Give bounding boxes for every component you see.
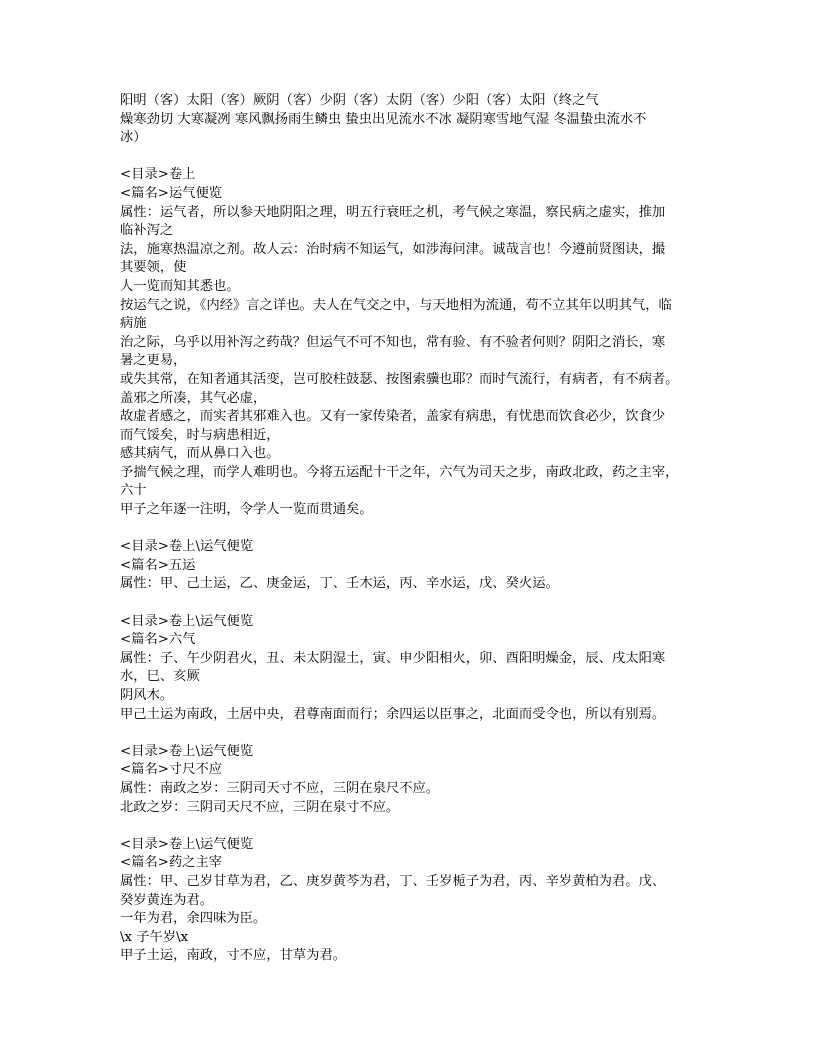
text-line: <目录>卷上\运气便览 bbox=[120, 613, 254, 629]
text-line: <目录>卷上 bbox=[120, 167, 196, 183]
blank-line bbox=[120, 817, 704, 836]
text-line: 病施 bbox=[120, 316, 147, 332]
text-line: 一年为君，余四味为臣。 bbox=[120, 911, 267, 927]
text-line: 属性：子、午少阴君火，丑、未太阴湿土，寅、申少阳相火，卯、酉阳明燥金，辰、戌太阳寒 bbox=[120, 650, 666, 666]
text-line: <篇名>寸尺不应 bbox=[120, 762, 223, 778]
blank-line bbox=[120, 724, 704, 743]
blank-line bbox=[120, 594, 704, 613]
text-line: 按运气之说，《内经》言之详也。夫人在气交之中，与天地相为流通，苟不立其年以明其气，临 bbox=[120, 297, 672, 313]
text-line: <目录>卷上\运气便览 bbox=[120, 743, 254, 759]
text-line: 感其病气，而从鼻口入也。 bbox=[120, 446, 280, 462]
text-line: <篇名>运气便览 bbox=[120, 185, 223, 201]
text-line: 人一览而知其悉也。 bbox=[120, 278, 240, 294]
text-line: 水，巳、亥厥 bbox=[120, 669, 200, 685]
text-line: 暑之更易， bbox=[120, 353, 187, 369]
text-line: 盖邪之所凑，其气必虚， bbox=[120, 390, 267, 406]
text-line: <篇名>六气 bbox=[120, 632, 196, 648]
text-line: <目录>卷上\运气便览 bbox=[120, 836, 254, 852]
text-line: <篇名>五运 bbox=[120, 557, 196, 573]
text-line: 甲己土运为南政，土居中央，君尊南面而行；余四运以臣事之，北面而受令也，所以有别焉。 bbox=[120, 706, 666, 722]
text-line: 临补泻之 bbox=[120, 223, 174, 239]
text-line: 甲子土运，南政，寸不应，甘草为君。 bbox=[120, 948, 347, 964]
text-line: <篇名>药之主宰 bbox=[120, 855, 223, 871]
text-line: 故虚者感之，而实者其邪难入也。又有一家传染者，盖家有病患，有忧患而饮食必少，饮食少 bbox=[120, 409, 666, 425]
text-line: 属性：运气者，所以参天地阴阳之理，明五行衰旺之机，考气候之寒温，察民病之虚实，推加 bbox=[120, 204, 666, 220]
document-page bbox=[120, 92, 704, 966]
text-line: 北政之岁：三阴司天尺不应，三阴在泉寸不应。 bbox=[120, 799, 400, 815]
text-line: 六十 bbox=[120, 483, 147, 499]
text-line: 阳明（客）太阳（客）厥阴（客）少阴（客）太阴（客）少阳（客）太阳（终之气 bbox=[120, 93, 599, 108]
blank-line bbox=[120, 520, 704, 539]
text-line: 甲子之年逐一注明，令学人一览而贯通矣。 bbox=[120, 502, 373, 518]
text-line: <目录>卷上\运气便览 bbox=[120, 539, 254, 555]
text-line: 予揣气候之理，而学人难明也。今将五运配十干之年，六气为司天之步，南政北政，药之主宰， bbox=[120, 464, 679, 480]
text-line: 而气馁矣，时与病患相近， bbox=[120, 427, 280, 443]
text-line: 癸岁黄连为君。 bbox=[120, 892, 214, 908]
text-line: 属性：甲、己岁甘草为君，乙、庚岁黄芩为君，丁、壬岁栀子为君，丙、辛岁黄柏为君。戊、 bbox=[120, 873, 666, 889]
text-line: 法，施寒热温凉之剂。故人云：治时病不知运气，如涉海问津。诚哉言也！今遵前贤图诀，撮 bbox=[120, 241, 666, 257]
text-line: 冰） bbox=[120, 130, 147, 146]
text-line: 治之际，乌乎以用补泻之药哉？但运气不可不知也，常有验、有不验者何则？阴阳之消长，寒 bbox=[120, 334, 666, 350]
text-line: 阴风木。 bbox=[120, 688, 174, 703]
text-line: 燥寒劲切 大寒凝冽 寒风飘扬雨生鳞虫 蛰虫出见流水不冰 凝阴寒雪地气湿 冬温蛰虫流水不 bbox=[120, 111, 647, 127]
text-line: 属性：甲、己土运，乙、庚金运，丁、壬木运，丙、辛水运，戊、癸火运。 bbox=[120, 576, 559, 592]
text-line: 其要领，使 bbox=[120, 260, 187, 276]
text-line: 属性：南政之岁：三阴司天寸不应，三阴在泉尺不应。 bbox=[120, 780, 440, 796]
text-line: 或失其常，在知者通其活变，岂可胶柱鼓瑟、按图索骥也耶？而时气流行，有病者，有不病者。 bbox=[120, 371, 679, 387]
text-line: \x 子午岁\x bbox=[120, 929, 189, 945]
blank-line bbox=[120, 148, 704, 167]
